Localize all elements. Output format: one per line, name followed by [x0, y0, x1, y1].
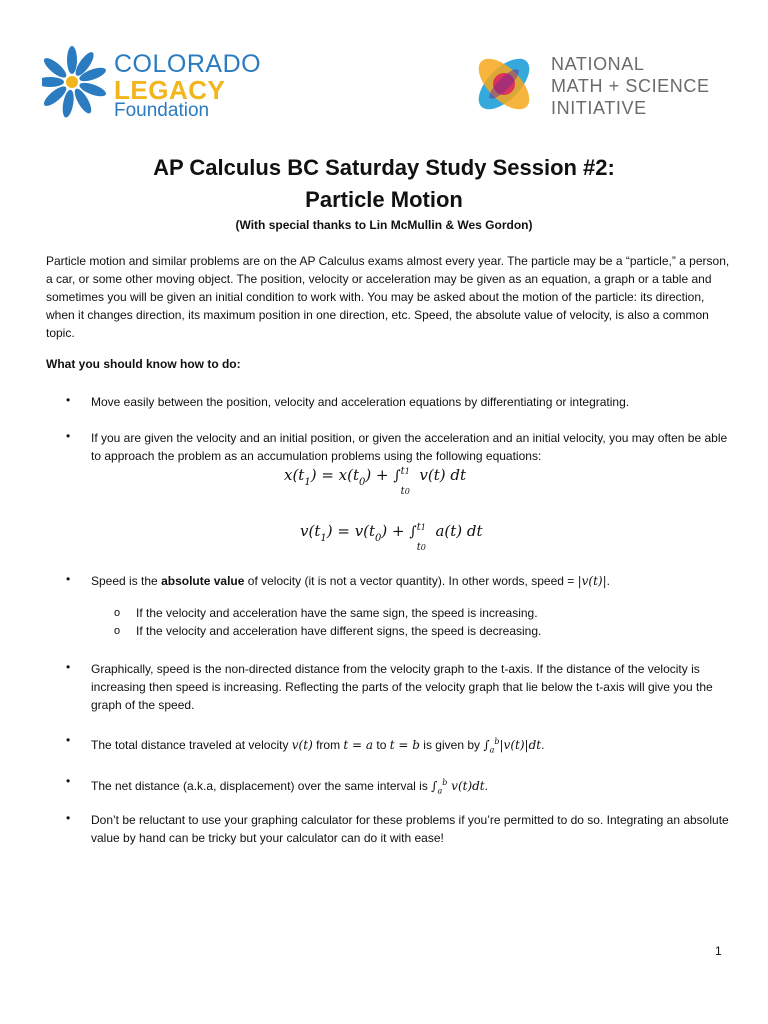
bullet-5-text-d: is given by	[419, 738, 484, 752]
sub-bullet-marker: o	[114, 607, 121, 619]
bullet-item-6: The net distance (a.k.a, displacement) over the same interval is $\int_a^b$ v(t)dt.	[91, 778, 488, 796]
bullet-3-bold: absolute value	[161, 574, 245, 588]
acknowledgement: (With special thanks to Lin McMullin & Wes Gordon)	[235, 218, 533, 232]
bullet-marker: •	[66, 572, 71, 586]
bullet-item-1: Move easily between the position, velocity and acceleration equations by differentiating or integrating.	[91, 395, 630, 409]
sub-bullet-marker: o	[114, 625, 121, 637]
logo-text-national: NATIONAL	[551, 54, 645, 74]
bullet-marker: •	[66, 393, 71, 407]
bullet-item-5: The total distance traveled at velocity v(t) from t = a to t = b is given by $\int_a^b|v(t)|dt$.	[91, 737, 545, 755]
section-heading: What you should know how to do:	[46, 357, 241, 371]
page-number: 1	[715, 944, 722, 958]
title-line-1: AP Calculus BC Saturday Study Session #2:	[153, 155, 615, 180]
nmsi-logo-text	[551, 53, 710, 119]
bullet-5-text-a: The total distance traveled at velocity	[91, 738, 292, 752]
nmsi-icon	[470, 50, 538, 118]
bullet-3-text-b: of velocity (it is not a vector quantity). In other words, speed =	[244, 574, 578, 588]
title-line-2: Particle Motion	[305, 187, 463, 212]
logo-text-math-science: MATH + SCIENCE	[551, 76, 710, 96]
bullet-item-7: Don’t be reluctant to use your graphing calculator for these problems if you’re permitted to do so. Integrating an absolute value by hand can be tricky but your calculator can do it with ease!	[91, 813, 729, 845]
net-distance-formula: $\int_a^b$ v(t)dt	[431, 778, 485, 796]
sub-item-2: If the velocity and acceleration have different signs, the speed is decreasing.	[136, 624, 542, 638]
bullet-marker: •	[66, 733, 71, 747]
bullet-marker: •	[66, 429, 71, 443]
bullet-item-2: If you are given the velocity and an initial position, or given the acceleration and an initial velocity, you may often be able to approach the problem as an accumulation problems using the following equations:	[91, 431, 728, 463]
intro-paragraph: Particle motion and similar problems are on the AP Calculus exams almost every year. The particle may be a “particle,” a person, a car, or some other moving object. The position, velocity or acceleration may be given as an equation, a graph or a table and sometimes you will be given an initial condition to work with. You may be asked about the motion of the particle: its direction, when it changes direction, its maximum position in one direction, etc. Speed, the absolute value of velocity, is also a common topic.	[46, 254, 730, 340]
logo-text-foundation: Foundation	[114, 100, 210, 121]
bullet-marker: •	[66, 660, 71, 674]
sub-item-1: If the velocity and acceleration have the same sign, the speed is increasing.	[136, 606, 538, 620]
speed-formula: |v(t)|	[577, 574, 607, 588]
bullet-5-text-b: from	[312, 738, 344, 752]
sunburst-icon	[42, 44, 114, 124]
position-equation: $x(t_1) = x(t_0)$ + ∫ t1 t0 v(t) dt	[284, 466, 467, 497]
bullet-item-3: Speed is the absolute value of velocity (it is not a vector quantity). In other words, speed = |v(t)|.	[91, 574, 611, 588]
logo-text-initiative: INITIATIVE	[551, 98, 647, 118]
bullet-5-text-c: to	[373, 738, 390, 752]
velocity-equation: $v(t_1) = v(t_0)$ + ∫ t1 t0 a(t) dt	[300, 522, 483, 553]
logo-text-legacy: LEGACY	[114, 75, 226, 105]
bullet-marker: •	[66, 774, 71, 788]
bullet-item-4: Graphically, speed is the non-directed distance from the velocity graph to the t-axis. If the distance of the velocity is increasing then speed is increasing. Reflecting the parts of the velocity graph that lie below the t-axis will give you the graph of the speed.	[91, 662, 713, 712]
bullet-3-text-a: Speed is the	[91, 574, 162, 588]
bullet-marker: •	[66, 811, 71, 825]
document-title	[0, 152, 768, 216]
total-distance-formula: $\int_a^b|v(t)|dt$	[483, 737, 542, 755]
logo-text-colorado: COLORADO	[114, 50, 262, 78]
bullet-6-text: The net distance (a.k.a, displacement) over the same interval is	[91, 779, 432, 793]
